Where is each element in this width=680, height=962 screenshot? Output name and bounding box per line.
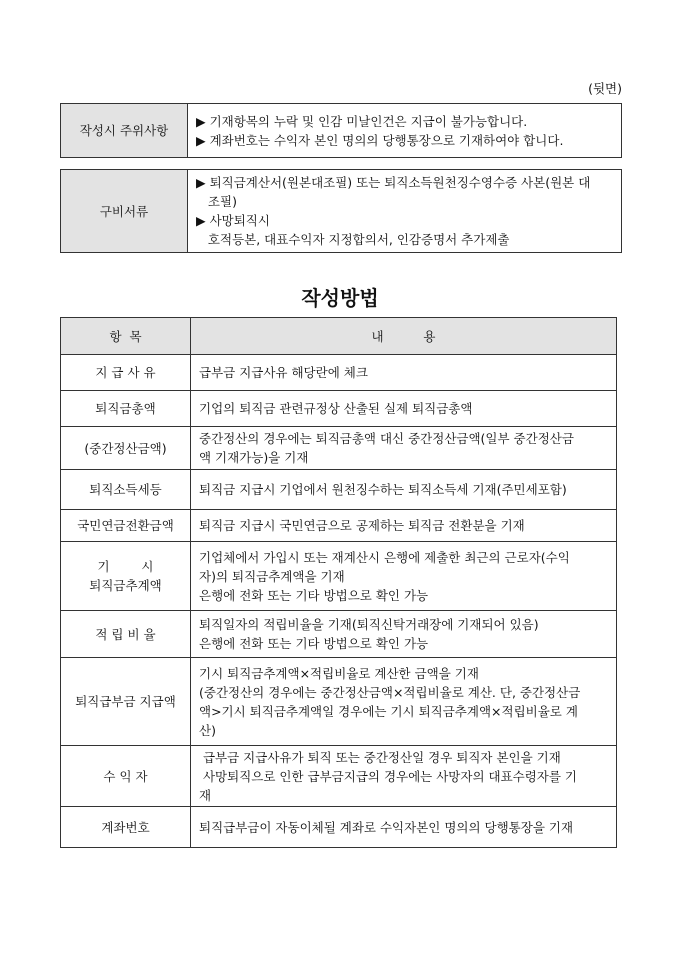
row-content [191,658,617,746]
row-content [191,611,617,658]
cautions-content [188,104,622,158]
row-content-line: 자)의 퇴직금추계액을 기재 [199,568,345,584]
row-content-line: 퇴직급부금이 자동이체될 계좌로 수익자본인 명의의 당행통장을 기재 [199,819,574,835]
row-content-line: 액 기재가능)을 기재 [199,450,309,465]
table-row [61,355,617,391]
row-content-line: (중간정산의 경우에는 중간정산금액×적립비율로 계산. 단, 중간정산금 [199,684,581,700]
row-item [61,807,191,848]
header-item: 항 목 [61,318,191,355]
table-row [61,611,617,658]
row-content-line: 급부금 지급사유가 퇴직 또는 중간정산일 경우 퇴직자 본인을 기재 [199,749,561,765]
document-line: 호적등본, 대표수익자 지정합의서, 인감증명서 추가제출 [196,232,510,247]
row-item [61,470,191,510]
row-content-line: 은행에 전화 또는 기타 방법으로 확인 가능 [199,587,429,603]
document-line: ▶ 퇴직금계산서(원본대조필) 또는 퇴직소득원천징수영수증 사본(원본 대 [196,175,591,190]
row-content-line: 액>기시 퇴직금추계액일 경우에는 기시 퇴직금추계액×적립비율로 계 [199,703,578,719]
caution-line: ▶ 계좌번호는 수익자 본인 명의의 당행통장으로 기재하여야 합니다. [196,132,564,148]
row-item [61,746,191,807]
instructions-table [60,317,617,848]
row-content [191,807,617,848]
row-content-line: 은행에 전화 또는 기타 방법으로 확인 가능 [199,636,429,651]
row-content-line: 기업의 퇴직금 관련규정상 산출된 실제 퇴직금총액 [199,401,473,416]
row-item [61,510,191,542]
table-row [61,391,617,427]
row-item-label: 퇴직금추계액 [89,578,162,593]
row-content [191,470,617,510]
row-content [191,391,617,427]
table-row [61,746,617,807]
row-item-label: 계좌번호 [101,819,150,835]
table-row [61,470,617,510]
row-content-line: 급부금 지급사유 해당란에 체크 [199,365,368,380]
row-content-line: 퇴직금 지급시 국민연금으로 공제하는 퇴직금 전환분을 기재 [199,518,525,533]
row-item-label: (중간정산금액) [84,440,167,456]
row-item [61,658,191,746]
row-content [191,355,617,391]
table-row [61,510,617,542]
row-item-label: 퇴직급부금 지급액 [75,694,176,709]
row-content-line: 기업체에서 가입시 또는 재계산시 은행에 제출한 최근의 근로자(수익 [199,549,570,565]
table-row [61,658,617,746]
row-item [61,427,191,470]
documents-label: 구비서류 [61,170,188,253]
row-content [191,542,617,611]
table-row [61,542,617,611]
row-item-label: 지 급 사 유 [95,365,156,380]
row-content [191,746,617,807]
row-content [191,510,617,542]
row-content-line: 기시 퇴직금추계액×적립비율로 계산한 금액을 기재 [199,665,479,681]
row-item-label: 적 립 비 율 [95,626,156,642]
row-item [61,611,191,658]
row-item [61,355,191,391]
table-row [61,807,617,848]
header-content: 내 용 [191,318,617,355]
document-line: 조필) [196,194,237,209]
table-header-row [61,318,617,355]
row-item-label: 기 시 [97,559,154,574]
row-item [61,542,191,611]
row-content-line: 퇴직금 지급시 기업에서 원천징수하는 퇴직소득세 기재(주민세포함) [199,482,567,497]
row-item-label: 퇴직금총액 [95,401,156,416]
cautions-label: 작성시 주위사항 [61,104,188,158]
row-item-label: 퇴직소득세등 [89,482,162,497]
caution-line: ▶ 기재항목의 누락 및 인감 미날인건은 지급이 불가능합니다. [196,113,528,129]
documents-table [60,169,622,253]
table-row [61,427,617,470]
row-content-line: 재 [199,787,212,803]
row-content [191,427,617,470]
document-line: ▶ 사망퇴직시 [196,213,270,228]
row-content-line: 퇴직일자의 적립비율을 기재(퇴직신탁거래장에 기재되어 있음) [199,617,539,632]
row-item-label: 수 익 자 [103,768,148,784]
section-title: 작성방법 [301,286,379,310]
cautions-table [60,103,622,158]
page-side-label: (뒷면) [588,81,622,96]
row-item-label: 국민연금전환금액 [77,518,174,533]
row-item [61,391,191,427]
documents-content [188,170,622,253]
row-content-line: 산) [199,722,216,738]
row-content-line: 중간정산의 경우에는 퇴직금총액 대신 중간정산금액(일부 중간정산금 [199,431,574,446]
row-content-line: 사망퇴직으로 인한 급부금지급의 경우에는 사망자의 대표수령자를 기 [199,768,577,784]
